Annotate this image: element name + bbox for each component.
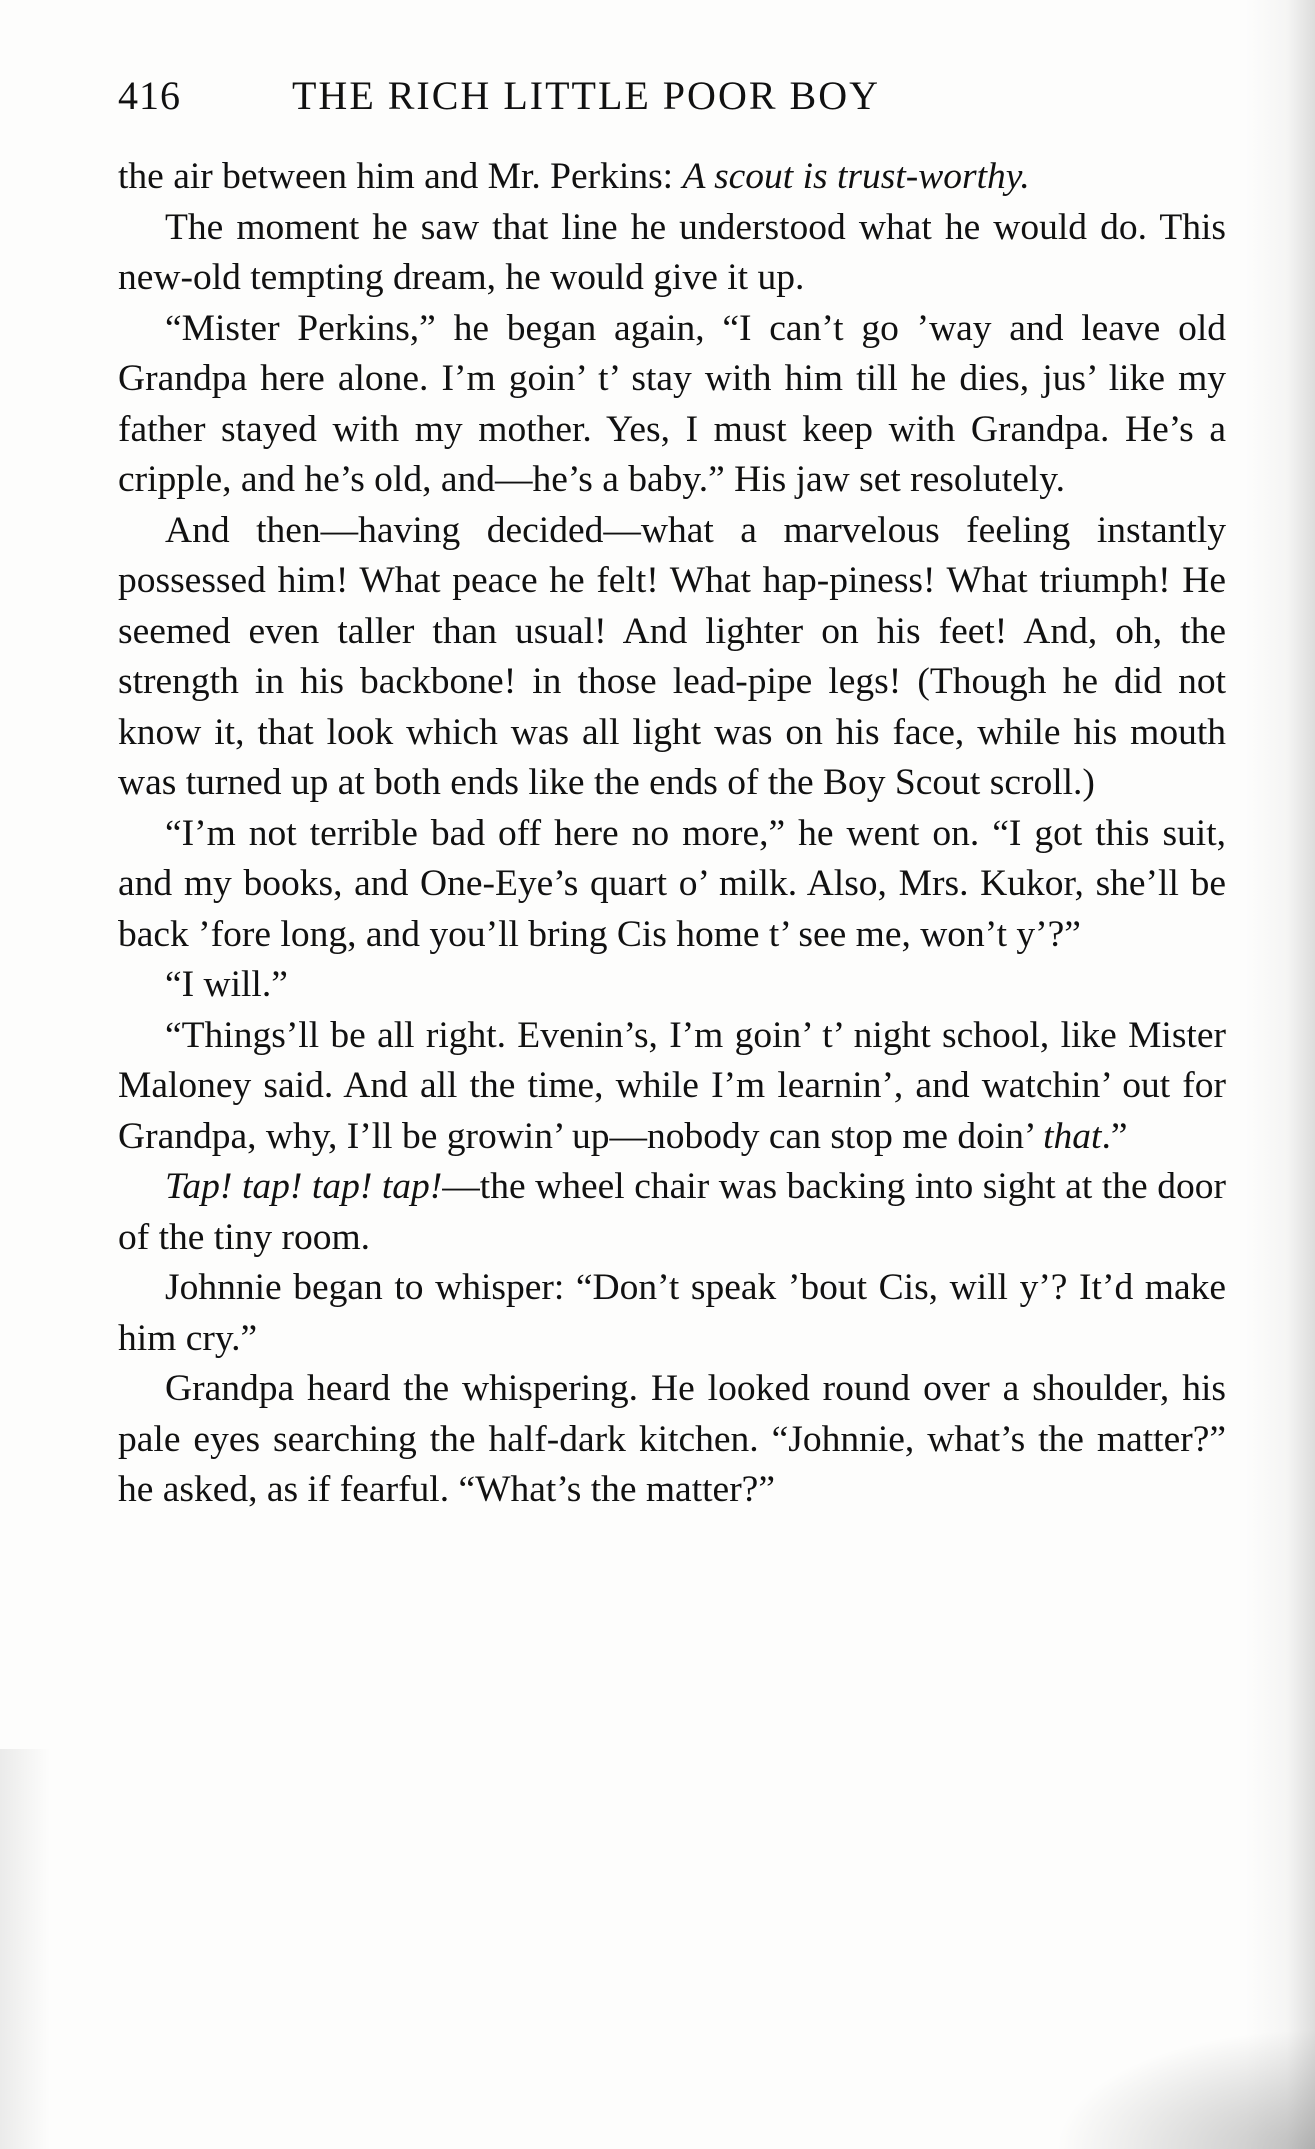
- text-run: Johnnie began to whisper: “Don’t speak ’bout Cis, will y’? It’d make him cry.”: [118, 1267, 1226, 1359]
- page-number: 416: [118, 73, 181, 118]
- paragraph: [118, 809, 1226, 961]
- page-left-edge-shading: [0, 1749, 50, 2149]
- italic-text-run: A scout is trust-worthy.: [682, 156, 1030, 197]
- italic-text-run: Tap! tap! tap! tap!: [165, 1166, 443, 1207]
- paragraph: [118, 1162, 1226, 1263]
- text-run: “I’m not terrible bad off here no more,” he went on. “I got this suit, and my books, and One-Eye’s quart o’ milk. Also, Mrs. Kukor, she’ll be back ’fore long, and you’ll bring Cis home t’ see me, won’t y’?”: [118, 812, 1226, 955]
- page-edge-shading: [1245, 0, 1315, 2149]
- paragraph: [118, 304, 1226, 506]
- text-run: “Things’ll be all right. Evenin’s, I’m goin’ t’ night school, like Mister Maloney said. And all the time, while I’m learnin’, and watchin’ out for Grandpa, why, I’ll be growin’ up—nobody can stop me doin’: [118, 1014, 1226, 1157]
- body-text: [118, 152, 1226, 1516]
- page-corner-shading: [1055, 2029, 1315, 2149]
- text-run: And then—having decided—what a marvelous feeling instantly possessed him! What peace he felt! What hap-piness! What triumph! He seemed even taller than usual! And lighter on his feet! And, oh, the strength in his backbone! in those lead-pipe legs! (Though he did not know it, that look which was all light was on his face, while his mouth was turned up at both ends like the ends of the Boy Scout scroll.): [118, 509, 1226, 803]
- text-run: “Mister Perkins,” he began again, “I can’t go ’way and leave old Grandpa here alone. I’m goin’ t’ stay with him till he dies, jus’ like my father stayed with my mother. Yes, I must keep with Grandpa. He’s a cripple, and he’s old, and—he’s a baby.” His jaw set resolutely.: [118, 307, 1226, 500]
- italic-text-run: that: [1043, 1115, 1102, 1157]
- text-run: The moment he saw that line he understood what he would do. This new-old tempting dream, he would give it up.: [118, 206, 1226, 298]
- text-run: “I will.”: [165, 964, 288, 1005]
- page-header: [118, 72, 1228, 132]
- paragraph: [118, 960, 1226, 1011]
- running-title: THE RICH LITTLE POOR BOY: [292, 73, 880, 118]
- paragraph: [118, 1011, 1226, 1163]
- paragraph: [118, 1263, 1226, 1364]
- text-run: —the wheel chair was backing into sight at the door of the tiny room.: [118, 1166, 1226, 1258]
- text-run: the air between him and Mr. Perkins:: [118, 156, 683, 197]
- paragraph: [118, 152, 1226, 203]
- paragraph: [118, 1364, 1226, 1516]
- text-run: Grandpa heard the whispering. He looked round over a shoulder, his pale eyes searching the half-dark kitchen. “Johnnie, what’s the matter?” he asked, as if fearful. “What’s the matter?”: [118, 1368, 1226, 1510]
- text-run: .”: [1101, 1115, 1128, 1157]
- paragraph: [118, 203, 1226, 304]
- paragraph: [118, 506, 1226, 809]
